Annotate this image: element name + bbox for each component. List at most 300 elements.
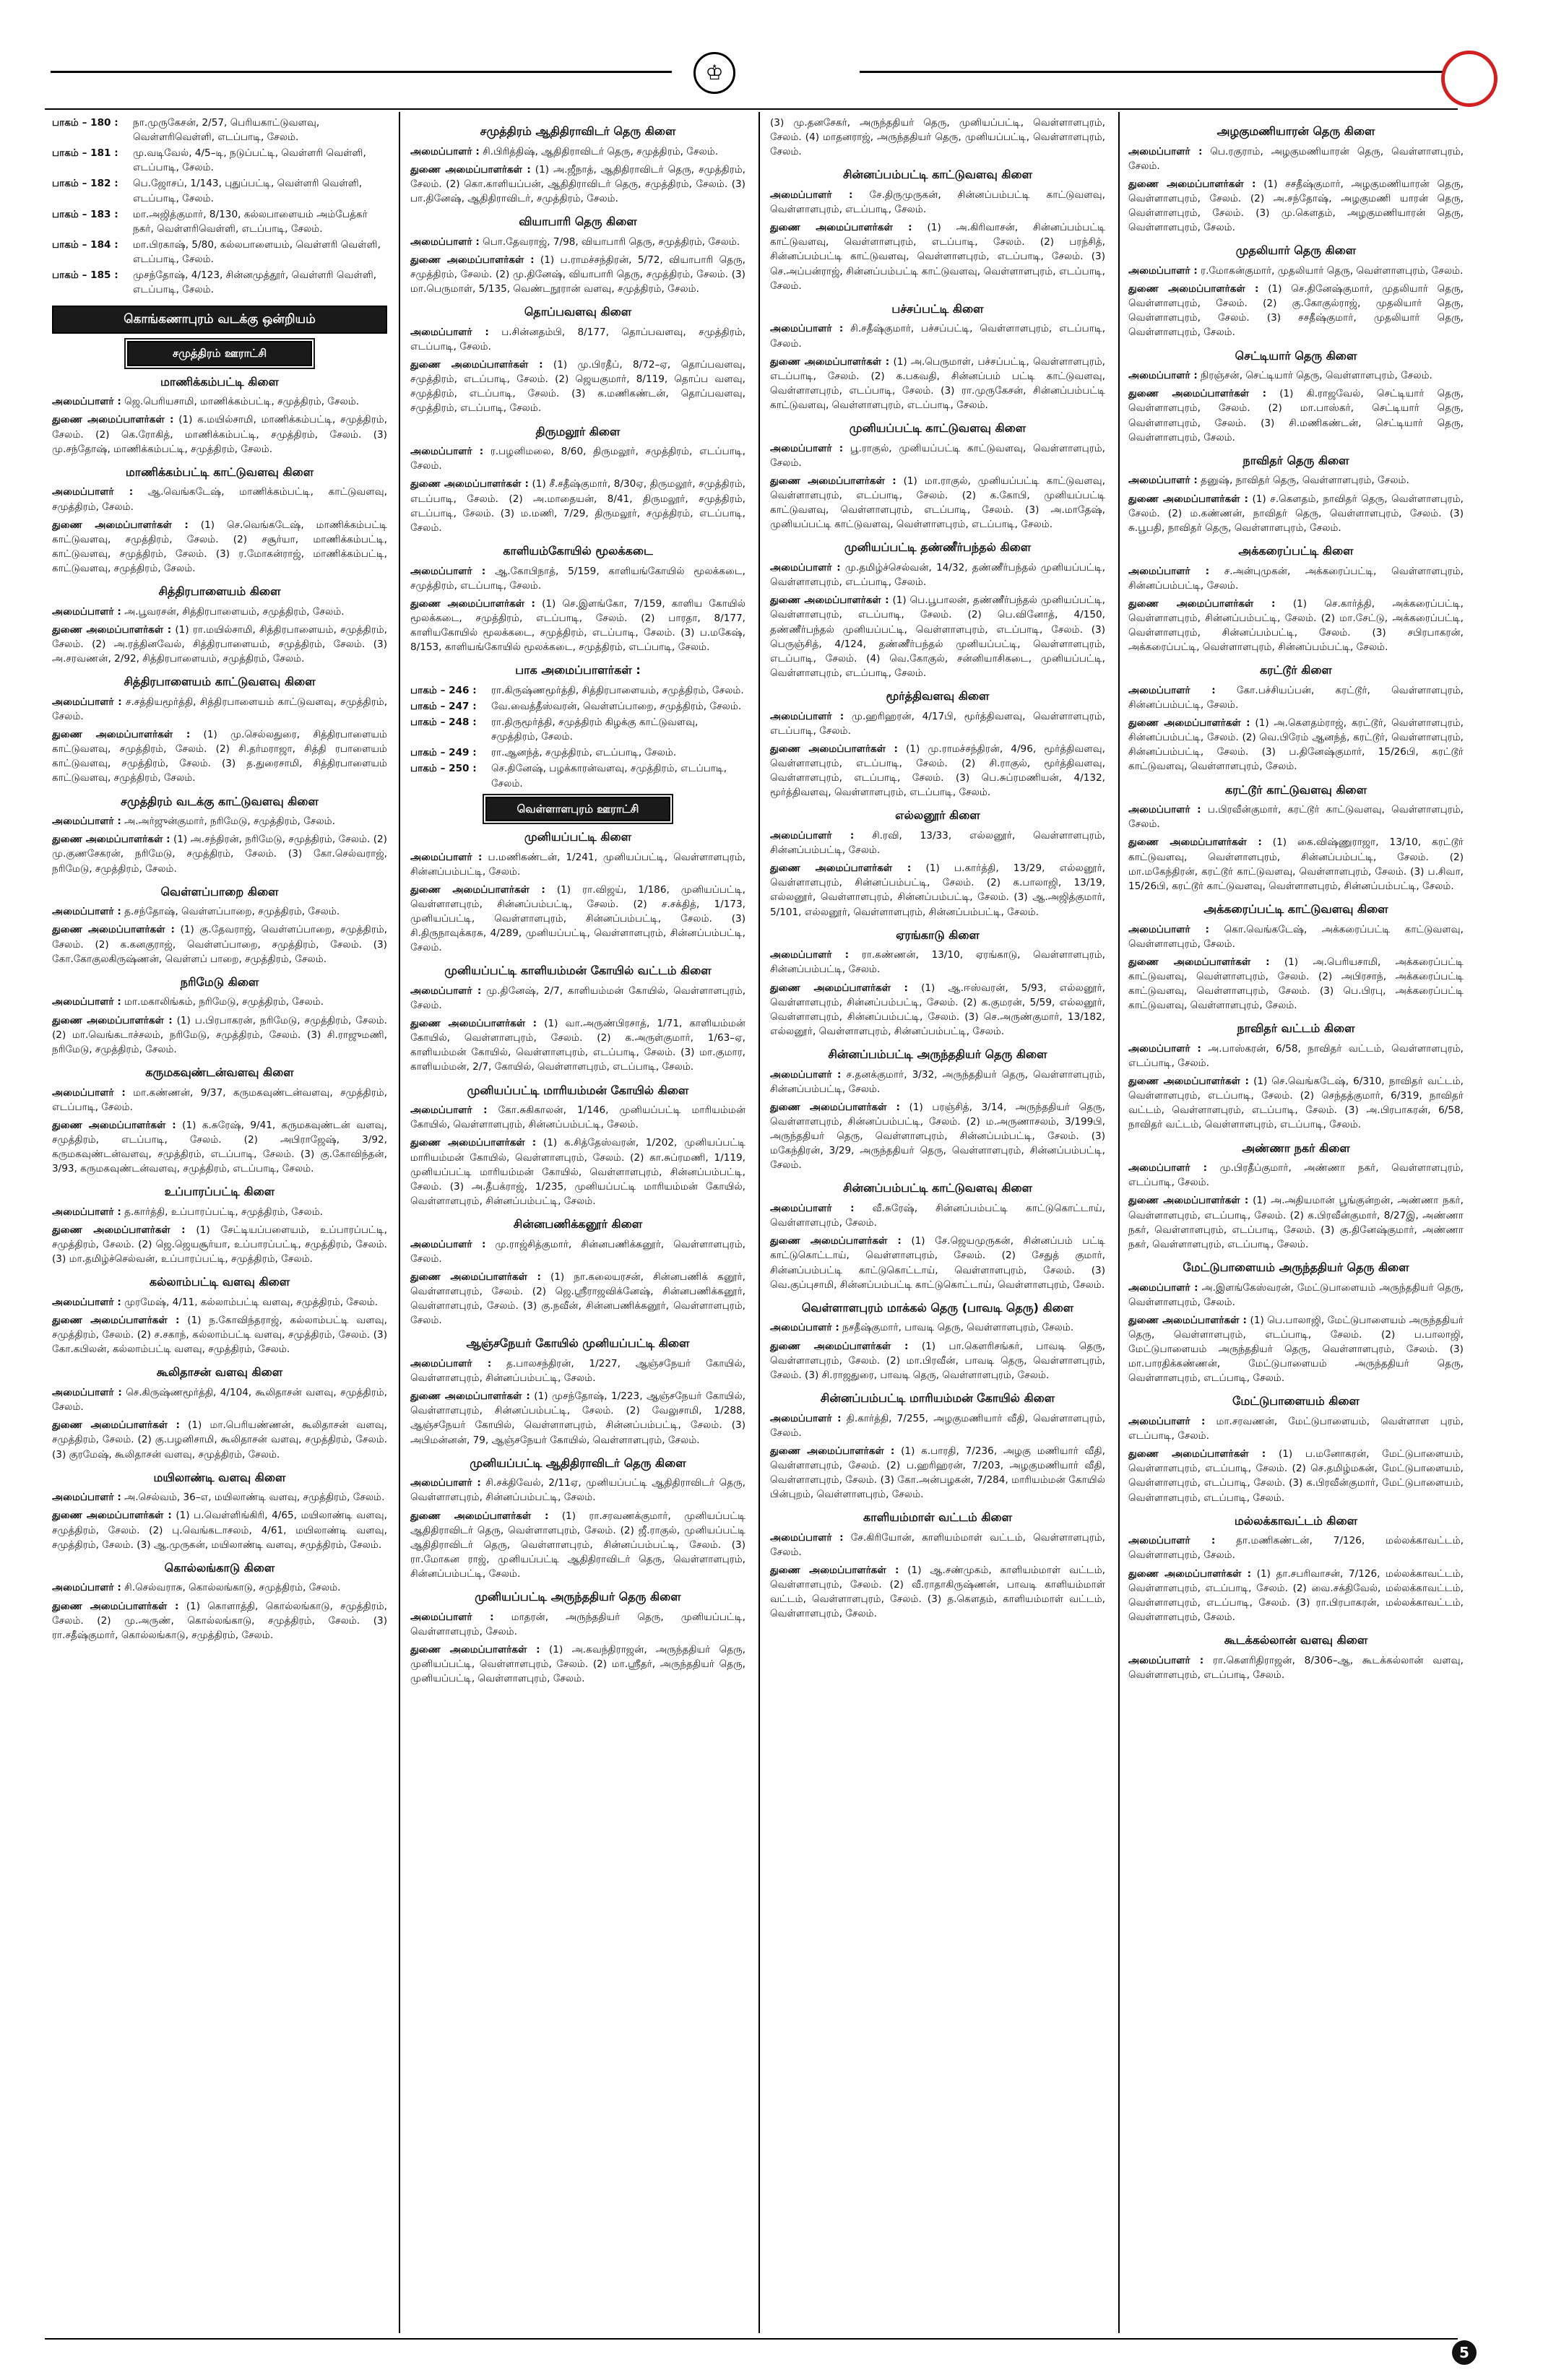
organizer-name: அ.பூவரசன், சித்திரபாளையம், சமுத்திரம், சேலம். <box>124 605 345 618</box>
deputy-names: (1) ப.வெள்ளிங்கிரி, 4/65, மயிலாண்டி வளவு, சமுத்திரம், சேலம். (2) பு.வெங்கடாசலம், 4/61, மயிலாண்டி வளவு, சமுத்திரம், சேலம். (3) ஆ.முருகன், மயிலாண்டி வளவு, சமுத்திரம், சேலம். <box>52 1510 387 1551</box>
organizer-name: தி.கார்த்தி, 7/255, அழகுமணியார் வீதி, வெள்ளாளபுரம், சேலம். <box>770 1412 1105 1439</box>
part-value: செ.தினேஷ், பழக்காரன்வளவு, சமுத்திரம், எடப்பாடி, சேலம். <box>491 763 727 789</box>
branch-title: முனியப்பட்டி கிளை <box>524 829 632 844</box>
deputy-names: (1) ந.கோவிந்தராஜ், கல்லாம்பட்டி வளவு, சமுத்திரம், சேலம். (2) ச.சகாந், கல்லாம்பட்டி வளவு, சமுத்திரம், சேலம். (3) கோ.கபிலன், கல்லாம்பட்டி வளவு, சமுத்திரம், சேலம். <box>52 1315 387 1356</box>
deputy-label: துணை அமைப்பாளர்கள் : <box>410 1137 537 1149</box>
page-number: 5 <box>1452 2340 1477 2365</box>
deputy-organizers-entry <box>770 1339 1105 1382</box>
branch-title: உப்பாரப்பட்டி கிளை <box>164 1185 275 1199</box>
deputy-label: துணை அமைப்பாளர்கள் : <box>770 594 889 607</box>
deputy-label: துணை அமைப்பாளர்கள் : <box>1128 178 1256 190</box>
deputy-names: (1) ஆ.ஈஸ்வரன், 5/93, எல்லனூர், வெள்ளாளபுரம், சின்னப்பம்பட்டி, சேலம். (2) க.குமரன், 5/59, எல்லனூர், வெள்ளாளபுரம், சின்னப்பம்பட்டி, சேலம். (3) செ.அருண்குமார், 13/182, எல்லனூர், வெள்ளாளபுரம், சின்னப்பம்பட்டி, சேலம். <box>770 982 1105 1037</box>
organizer-label: அமைப்பாளர் : <box>52 1206 121 1218</box>
deputy-organizers-entry <box>410 1509 745 1582</box>
deputy-label: துணை அமைப்பாளர்கள் : <box>410 597 535 610</box>
organizer-entry <box>770 948 1105 977</box>
deputy-names: (1) பெ.பூபாலன், தண்ணீர்பந்தல் முனியப்பட்டி, வெள்ளாளபுரம், எடப்பாடி, சேலம். (2) பெ.வினோத், 4/150, தண்ணீர்பந்தல் முனியப்பட்டி, வெள்ளாளபுரம், எடப்பாடி, சேலம். (3) பெருஞ்சித், 4/124, தண்ணீர்பந்தல் முனியப்பட்டி, வெள்ளாளபுரம், எடப்பாடி, சேலம். (4) வெ.கோகுல், சன்னியாசிகடை, முனியப்பட்டி, வெள்ளாளபுரம், எடப்பாடி, சேலம். <box>770 594 1105 679</box>
organizer-entry <box>52 904 387 919</box>
branch-title: ஆஞ்சநேயர் கோயில் முனியப்பட்டி கிளை <box>466 1336 690 1351</box>
organizer-name: மா.மகாலிங்கம், நரிமேடு, சமுத்திரம், சேலம். <box>124 996 324 1008</box>
organizer-label: அமைப்பாளர் : <box>1128 923 1209 935</box>
branch-title: நாவிதர் தெரு கிளை <box>1242 453 1349 467</box>
branch-title: சின்னப்பம்பட்டி காட்டுவளவு கிளை <box>842 1181 1033 1195</box>
deputy-organizers-entry <box>410 477 745 535</box>
deputy-organizers-entry <box>1128 1313 1464 1386</box>
branch-title: கூடக்கல்லான் வளவு கிளை <box>1224 1632 1368 1647</box>
part-label: பாகம் – 181 : <box>52 147 118 160</box>
part-label: பாகம் – 248 : <box>410 717 477 729</box>
organizer-entry <box>52 1385 387 1414</box>
organizer-name: நிரஞ்சன், செட்டியார் தெரு, வெள்ளாளபுரம், சேலம். <box>1201 370 1432 382</box>
part-row <box>410 683 745 698</box>
branch-title: அழகுமணியாரன் தெரு கிளை <box>1216 124 1375 138</box>
deputy-names: (1) அ.அதியமான் பூங்குன்றன், அண்ணா நகர், வெள்ளாளபுரம், எடப்பாடி, சேலம். (2) க.பிரவீன்குமார், 8/27இ, அண்ணா நகர், வெள்ளாளபுரம், எடப்பாடி, சேலம். (3) கு.தினேஷ்குமார், அண்ணா நகர், வெள்ளாளபுரம், எடப்பாடி, சேலம். <box>1128 1195 1464 1250</box>
branch-title: மல்லக்காவட்டம் கிளை <box>1234 1513 1358 1528</box>
organizer-label: அமைப்பாளர் : <box>770 1322 839 1334</box>
deputy-organizers-entry <box>410 1643 745 1686</box>
organizer-name: மா.சரவணன், மேட்டுபாளையம், வெள்ளாள புரம், எடப்பாடி, சேலம். <box>1128 1415 1464 1442</box>
deputy-label: துணை அமைப்பாளர்கள் : <box>770 355 890 368</box>
branch-title: பச்சப்பட்டி கிளை <box>891 301 984 316</box>
branch-title: கல்லாம்பட்டி வளவு கிளை <box>149 1275 290 1289</box>
organizer-name: கொ.வெங்கடேஷ், அக்கரைப்பட்டி காட்டுவளவு, வெள்ளாளபுரம், சேலம். <box>1128 923 1464 950</box>
organizer-entry <box>410 235 745 249</box>
organizer-entry <box>770 321 1105 350</box>
deputy-names: (1) வா.அருண்பிரசாத், 1/71, காளியம்மன் கோயில், வெள்ளாளபுரம், சேலம். (2) க.அருள்குமார், 1/63–ஏ, காளியம்மன் கோயில், வெள்ளாளபுரம், எடப்பாடி, சேலம். (3) மா.குமார, காளியம்மன், 2/7, கோயில், வெள்ளாளபுரம், எடப்பாடி, சேலம். <box>410 1018 745 1073</box>
deputy-label: துணை அமைப்பாளர்கள் : <box>52 729 191 741</box>
column-4 <box>1128 116 1464 2326</box>
organizer-label: அமைப்பாளர் : <box>770 710 844 722</box>
deputy-organizers-entry <box>1128 1447 1464 1505</box>
branch-title: சமுத்திரம் வடக்கு காட்டுவளவு கிளை <box>121 794 319 808</box>
organizer-entry <box>1128 802 1464 831</box>
deputy-label: துணை அமைப்பாளர்கள் : <box>1128 836 1262 849</box>
organizer-entry <box>410 325 745 354</box>
column-divider <box>1118 112 1120 2333</box>
deputy-label: துணை அமைப்பாளர்கள் : <box>52 1510 172 1522</box>
deputy-organizers-entry <box>770 981 1105 1039</box>
organizer-entry <box>52 605 387 619</box>
deputy-organizers-entry <box>770 1444 1105 1502</box>
deputy-label: துணை அமைப்பாளர்கள் : <box>770 1565 899 1577</box>
organizer-entry <box>1128 1161 1464 1190</box>
organizer-label: அமைப்பாளர் : <box>410 1611 494 1623</box>
header-rule-left <box>51 71 672 73</box>
organizer-label: அமைப்பாளர் : <box>410 446 484 458</box>
organizer-name: பூ.ராகுல், முனியப்பட்டி காட்டுவளவு, வெள்ளாளபுரம், சேலம். <box>770 442 1105 469</box>
organizer-name: பெ.ரகுராம், அழகுமணியாரன் தெரு, வெள்ளாளபுரம், சேலம். <box>1128 145 1464 172</box>
deputy-organizers-entry <box>52 832 387 875</box>
organizer-entry <box>1128 264 1464 278</box>
organizer-entry <box>410 144 745 159</box>
branch-title: முனியப்பட்டி அருந்ததியர் தெரு கிளை <box>475 1590 681 1604</box>
deputy-names: (1) சே.ஜெயமுருகன், சின்னப்பம் பட்டி காட்டுகொட்டாய், வெள்ளாளபுரம், சேலம். (2) சேதுத் குமார், சின்னப்பம்பட்டி காட்டுகொட்டாய், வெள்ளாளபுரம், சேலம். (3) வெ.குப்புசாமி, சின்னப்பம்பட்டி காட்டுகொட்டாய், வெள்ளாளபுரம், சேலம். <box>770 1235 1105 1291</box>
organizer-entry <box>770 1068 1105 1096</box>
deputy-names: (1) ரா.மயில்சாமி, சித்திரபாளையம், சமுத்திரம், சேலம். (2) அ.ரத்தினவேல், சித்திரபாளையம், சமுத்திரம், சேலம். (3) அ.சரவணன், 2/92, சித்திரபாளையம், சமுத்திரம், சேலம். <box>52 623 387 665</box>
branch-title: முனியப்பட்டி ஆதிதிராவிடர் தெரு கிளை <box>470 1455 686 1470</box>
deputy-label: துணை அமைப்பாளர்கள் : <box>52 519 189 531</box>
deputy-label: துணை அமைப்பாளர்கள் : <box>1128 388 1267 400</box>
organizer-entry <box>410 850 745 879</box>
paga-organizers-heading: பாக அமைப்பாளர்கள் : <box>515 663 641 678</box>
deputy-names: (1) செ.இளங்கோ, 7/159, காளிய கோயில் மூலக்கடை, சமுத்திரம், எடப்பாடி, சேலம். (2) பாரதா, 8/177, காளியகோயில் மூலக்கடை, சமுத்திரம், எடப்பாடி, சேலம். (3) ப.மகேஷ், 8/153, காளியங்கோயில் மூலக்கடை, சமுத்திரம், எடப்பாடி, சேலம். <box>410 597 745 654</box>
organizer-label: அமைப்பாளர் : <box>410 565 486 577</box>
deputy-names: (1) கு.தேவராஜ், வெள்ளப்பாறை, சமுத்திரம், சேலம். (2) க.கனகுராஜ், வெள்ளப்பாறை, சமுத்திரம், சேலம். (3) கோ.கோகுலகிருஷ்ணன், வெள்ளப் பாறை, சமுத்திரம், சேலம். <box>52 924 387 965</box>
deputy-names: (1) ரா.சரவணக்குமார், முனியப்பட்டி ஆதிதிராவிடர் தெரு, வெள்ளாளபுரம், சேலம். (2) ஜீ.ராகுல், முனியப்பட்டி ஆதிதிராவிடர் தெரு, வெள்ளாளபுரம், சின்னப்பம்பட்டி, சேலம். (3) ரா.மோகன ராஜ், முனியப்பட்டி ஆதிதிராவிடர் தெரு, வெள்ளாளபுரம், சின்னப்பம்பட்டி, சேலம். <box>410 1510 745 1580</box>
deputy-organizers-entry <box>410 358 745 415</box>
organizer-entry <box>410 1476 745 1505</box>
deputy-label: துணை அமைப்பாளர்கள் : <box>52 1315 180 1327</box>
deputy-organizers-entry <box>1128 955 1464 1013</box>
deputy-names: (1) சேட்டியப்பளையம், உப்பாரப்பட்டி, சமுத்திரம், சேலம். (2) ஜெ.ஜெயசூர்யா, உப்பாரப்பட்டி, சமுத்திரம், சேலம். (3) மா.தமிழ்ச்செல்வன், உப்பாரப்பட்டி, சமுத்திரம், சேலம். <box>52 1224 387 1265</box>
part-value: மா.பிரகாஷ், 5/80, கல்லபாளையம், வெள்ளரி வெள்ளி, எடப்பாடி, சேலம். <box>133 238 381 265</box>
part-row <box>52 116 387 144</box>
deputy-organizers-entry <box>52 1508 387 1552</box>
part-label: பாகம் – 250 : <box>410 763 477 775</box>
part-value: பெ.ஜோசப், 1/143, புதுப்பட்டி, வெள்ளரி வெள்ளி, எடப்பாடி, சேலம். <box>133 178 363 204</box>
deputy-label: துணை அமைப்பாளர்கள் : <box>1128 1076 1249 1088</box>
organizer-entry <box>770 1320 1105 1335</box>
union-section-heading: கொங்கணாபுரம் வடக்கு ஒன்றியம் <box>52 306 387 334</box>
branch-title: அண்ணா நகர் கிளை <box>1242 1141 1350 1155</box>
branch-title: கொல்லங்காடு கிளை <box>164 1560 275 1575</box>
organizer-entry <box>410 1356 745 1385</box>
organizer-name: அ.செல்வம், 36–எ, மயிலாண்டி வளவு, சமுத்திரம், சேலம். <box>124 1492 385 1504</box>
deputy-label: துணை அமைப்பாளர்கள் : <box>1128 1567 1252 1580</box>
branch-title: முனியப்பட்டி காட்டுவளவு கிளை <box>849 421 1026 436</box>
deputy-label: துணை அமைப்பாளர்கள் : <box>52 834 170 846</box>
organizer-name: மா.கண்ணன், 9/37, கருமகவுண்டன்வளவு, சமுத்திரம், எடப்பாடி, சேலம். <box>52 1086 387 1113</box>
organizer-entry <box>770 1531 1105 1559</box>
organizer-entry <box>410 984 745 1013</box>
branch-title: நரிமேடு கிளை <box>180 974 259 989</box>
organizer-name: ரா.கண்ணன், 13/10, ஏரங்காடு, வெள்ளாளபுரம், சின்னப்பம்பட்டி, சேலம். <box>770 949 1105 976</box>
deputy-organizers-entry <box>770 593 1105 680</box>
organizer-entry <box>770 441 1105 470</box>
deputy-organizers-entry <box>1128 1193 1464 1251</box>
organizer-label: அமைப்பாளர் : <box>52 1582 121 1594</box>
deputy-organizers-entry <box>770 355 1105 412</box>
deputy-organizers-entry <box>52 1418 387 1461</box>
organizer-name: மு.தமிழ்ச்செல்வன், 14/32, தண்ணீர்பந்தல் முனியப்பட்டி, வெள்ளாளபுரம், எடப்பாடி, சேலம். <box>770 562 1105 589</box>
deputy-names: (1) கொளாத்தி, கொல்லங்காடு, சமுத்திரம், சேலம். (2) மு.அருண், கொல்லங்காடு, சமுத்திரம், சேலம். (3) ரா.சதீஷ்குமார், கொல்லங்காடு, சமுத்திரம், சேலம். <box>52 1600 387 1641</box>
deputy-organizers-entry <box>770 474 1105 532</box>
deputy-organizers-entry <box>770 742 1105 800</box>
deputy-organizers-entry <box>410 163 745 206</box>
organizer-name: சி.ரவி, 13/33, எல்லனூர், வெள்ளாளபுரம், சின்னப்பம்பட்டி, சேலம். <box>770 829 1105 857</box>
continued-entry: (3) மு.தனசேகர், அருந்ததியர் தெரு, முனியப்பட்டி, வெள்ளாளபுரம், சேலம். (4) மாதனராஜ், அருந்ததியர் தெரு, முனியப்பட்டி, வெள்ளாளபுரம், சேலம். <box>770 117 1105 158</box>
branch-title: செட்டியார் தெரு கிளை <box>1235 348 1357 363</box>
deputy-organizers-entry <box>52 623 387 666</box>
organizer-name: த.கார்த்தி, உப்பாரப்பட்டி, சமுத்திரம், சேலம். <box>124 1206 323 1218</box>
organizer-entry <box>770 1411 1105 1440</box>
deputy-names: (1) செ.தினேஷ்குமார், முதலியார் தெரு, வெள்ளாளபுரம், சேலம். (2) கு.கோகுல்ராஜ், முதலியார் தெரு, வெள்ளாளபுரம், சேலம். (3) சசதீஷ்குமார், முதலியார் தெரு, வெள்ளாளபுரம், சேலம். <box>1128 283 1464 339</box>
column-divider <box>758 112 760 2333</box>
part-label: பாகம் – 247 : <box>410 700 477 712</box>
deputy-names: (1) செ.வெங்கடேஷ், மாணிக்கம்பட்டி காட்டுவளவு, சமுத்திரம், சேலம். (2) சசூர்யா, மாணிக்கம்பட்டி, காட்டுவளவு, சமுத்திரம், சேலம். (3) ர.மோகன்ராஜ், மாணிக்கம்பட்டி, காட்டுவளவு, சமுத்திரம், சேலம். <box>52 519 387 574</box>
branch-title: மாணிக்கம்பட்டி காட்டுவளவு கிளை <box>125 464 314 479</box>
deputy-names: (1) அ.பெரியசாமி, அக்கரைப்பட்டி காட்டுவளவு, வெள்ளாளபுரம், சேலம். (2) அபிரசாந், அக்கரைப்பட்டி காட்டுவளவு, வெள்ளாளபுரம், சேலம். (3) பெ.பிரபு, அக்கரைப்பட்டி காட்டுவளவு, வெள்ளாளபுரம், சேலம். <box>1128 956 1464 1012</box>
deputy-organizers-entry <box>52 1313 387 1356</box>
deputy-names: (1) அ.கௌதம்ராஜ், கரட்டூர், வெள்ளாளபுரம், சின்னப்பம்பட்டி, சேலம். (2) வெ.பிரேம் ஆனந்த், கரட்டூர், வெள்ளாளபுரம், சின்னப்பம்பட்டி, சேலம். (3) ப.தினேஷ்குமார், 15/26பி, கரட்டூர் காட்டுவளவு, வெள்ளாளபுரம், சேலம். <box>1128 717 1464 773</box>
organizer-label: அமைப்பாளர் : <box>1128 1415 1206 1427</box>
branch-title: கருமகவுண்டன்வளவு கிளை <box>145 1065 294 1079</box>
organizer-label: அமைப்பாளர் : <box>410 851 483 863</box>
deputy-names: (1) கை.விஷ்ணுராஜா, 13/10, கரட்டூர் காட்டுவளவு, வெள்ளாளபுரம், சின்னப்பம்பட்டி, சேலம். (2) மா.மகேந்திரன், கரட்டூர் காட்டுவளவு, வெள்ளாளபுரம், சேலம். (3) ப.சிவா, 15/26பி, கரட்டூர் காட்டுவளவு, வெள்ளாளபுரம், சின்னப்பம்பட்டி, சேலம். <box>1128 836 1464 892</box>
deputy-organizers-entry <box>52 727 387 785</box>
deputy-names: (1) பரஞ்சித், 3/14, அருந்ததியர் தெரு, வெள்ளாளபுரம், சின்னப்பம்பட்டி, சேலம். (2) ம.அருணாசலம், 3/199பி, அருந்ததியர் தெரு, வெள்ளாளபுரம், சின்னப்பம்பட்டி, சேலம். (3) மகேந்திரன், 3/29, அருந்ததியர் தெரு, வெள்ளாளபுரம், சின்னப்பம்பட்டி, சேலம். <box>770 1101 1105 1172</box>
deputy-names: (1) மு.ராமச்சந்திரன், 4/96, மூர்த்திவளவு, வெள்ளாளபுரம், எடப்பாடி, சேலம். (2) சி.ராகுல், மூர்த்திவளவு, வெள்ளாளபுரம், எடப்பாடி, சேலம். (3) பெ.சுப்ரமணியன், 4/132, மூர்த்திவளவு, வெள்ளாளபுரம், எடப்பாடி, சேலம். <box>770 743 1105 799</box>
organizer-name: த.சந்தோஷ், வெள்ளப்பாறை, சமுத்திரம், சேலம். <box>124 906 340 918</box>
organizer-name: மாதரன், அருந்ததியர் தெரு, முனியப்பட்டி, வெள்ளாளபுரம், சேலம். <box>410 1611 745 1637</box>
organizer-entry <box>1128 564 1464 593</box>
organizer-label: அமைப்பாளர் : <box>1128 804 1201 816</box>
organizer-name: சே.திருமுருகன், சின்னப்பம்பட்டி காட்டுவளவு, வெள்ளாளபுரம், எடப்பாடி, சேலம். <box>770 189 1105 216</box>
organizer-label: அமைப்பாளர் : <box>1128 1042 1201 1055</box>
organizer-name: சி.சக்திவேல், 2/11ஏ, முனியப்பட்டி ஆதிதிராவிடர் தெரு, வெள்ளாளபுரம், சின்னப்பம்பட்டி, சேலம். <box>410 1477 745 1504</box>
organizer-name: ச.அன்புமுகன், அக்கரைப்பட்டி, வெள்ளாளபுரம், சின்னப்பம்பட்டி, சேலம். <box>1128 565 1464 592</box>
deputy-names: (1) மு.பிரதீப், 8/72–ஏ, தொப்பவளவு, சமுத்திரம், எடப்பாடி, சேலம். (2) ஜெயகுமார், 8/119, தொப்ப வளவு, சமுத்திரம், எடப்பாடி, சேலம். (3) க.மணிகண்டன், தொப்பவளவு, சமுத்திரம், எடப்பாடி, சேலம். <box>410 359 745 415</box>
branch-title: தொப்பவளவு கிளை <box>524 305 632 319</box>
organizer-entry <box>52 695 387 724</box>
deputy-organizers-entry <box>770 220 1105 293</box>
branch-title: காளியம்கோயில் மூலக்கடை <box>503 543 653 558</box>
deputy-organizers-entry <box>52 922 387 966</box>
branch-title: முனியப்பட்டி தண்ணீர்பந்தல் கிளை <box>844 540 1032 555</box>
deputy-label: துணை அமைப்பாளர்கள் : <box>770 1445 895 1457</box>
organizer-label: அமைப்பாளர் : <box>1128 1535 1216 1547</box>
organizer-entry <box>52 485 387 514</box>
deputy-label: துணை அமைப்பாளர்கள் : <box>52 1119 176 1131</box>
deputy-names: (1) நா.கலையரசன், சின்னபணிக் கனூர், வெள்ளாளபுரம், சேலம். (2) ஜெ.ஸ்ரீராஜவிக்னேஷ், சின்னபணிக்கனூர், வெள்ளாளபுரம், சேலம். (3) கு.நவீன், சின்னபணிக்கனூர், வெள்ளாளபுரம், சேலம். <box>410 1271 745 1327</box>
deputy-label: துணை அமைப்பாளர்கள் : <box>52 623 172 636</box>
organizer-name: ச.தனக்குமார், 3/32, அருந்ததியர் தெரு, வெள்ளாளபுரம், சின்னப்பம்பட்டி, சேலம். <box>770 1068 1105 1095</box>
deputy-label: துணை அமைப்பாளர்கள் : <box>770 475 896 487</box>
deputy-names: (1) க.சுரேஷ், 9/41, கருமகவுண்டன் வளவு, சமுத்திரம், எடப்பாடி, சேலம். (2) அபிராஜேஷ், 3/92, கருமகவுண்டன்வளவு, சமுத்திரம், எடப்பாடி, சேலம். (3) கு.கோவிந்தன், 3/93, கருமகவுண்டன்வளவு, சமுத்திரம், எடப்பாடி, சேலம். <box>52 1119 387 1175</box>
organizer-entry <box>770 561 1105 589</box>
organizer-entry <box>770 709 1105 738</box>
organizer-name: ஜெ.பெரியசாமி, மாணிக்கம்பட்டி, சமுத்திரம், சேலம். <box>124 396 360 408</box>
part-value: ரா.ஆனந்த், சமுத்திரம், எடப்பாடி, சேலம். <box>491 747 677 759</box>
organizer-label: அமைப்பாளர் : <box>52 396 121 408</box>
deputy-organizers-entry <box>52 1599 387 1643</box>
part-value: முசந்தோஷ், 4/123, சின்னமுத்தூர், வெள்ளரி வெள்ளி, எடப்பாடி, சேலம். <box>133 269 377 296</box>
deputy-label: துணை அமைப்பாளர்கள் : <box>1128 1448 1266 1461</box>
deputy-organizers-entry <box>410 883 745 956</box>
branch-title: எல்லனூர் கிளை <box>895 808 980 823</box>
branch-title: மேட்டுபாளையம் அருந்ததியர் தெரு கிளை <box>1183 1260 1409 1274</box>
red-ring-decoration <box>1441 51 1497 107</box>
organizer-name: தனுஷ், நாவிதர் தெரு, வெள்ளாளபுரம், சேலம். <box>1201 475 1409 487</box>
organizer-label: அமைப்பாளர் : <box>410 1104 488 1117</box>
organizer-label: அமைப்பாளர் : <box>52 815 121 828</box>
deputy-organizers-entry <box>1128 282 1464 339</box>
deputy-label: துணை அமைப்பாளர்கள் : <box>410 1390 530 1403</box>
deputy-organizers-entry <box>52 412 387 456</box>
organizer-entry <box>1128 1653 1464 1682</box>
branch-title: சித்திரபாளையம் கிளை <box>158 584 281 599</box>
branch-title: சித்திரபாளையம் காட்டுவளவு கிளை <box>124 675 316 689</box>
part-label: பாகம் – 246 : <box>410 684 477 696</box>
deputy-names: (1) ப.மனோகரன், மேட்டுபாளையம், வெள்ளாளபுரம், எடப்பாடி, சேலம். (2) செ.தமிழ்மகன், மேட்டுபாளையம், வெள்ளாளபுரம், எடப்பாடி, சேலம். (3) க.பிரவீன்குமார், மேட்டுபாளையம், வெள்ளாளபுரம், எடப்பாடி, சேலம். <box>1128 1448 1464 1504</box>
organizer-label: அமைப்பாளர் : <box>410 1238 486 1250</box>
deputy-label: துணை அமைப்பாளர்கள் : <box>410 254 535 266</box>
organizer-name: ரா.கௌரிதிராஜன், 8/306–ஆ, கூடக்கல்லான் வளவு, வெள்ளாளபுரம், எடப்பாடி, சேலம். <box>1128 1654 1464 1681</box>
branch-title: வெள்ளாளபுரம் மாக்கல் தெரு (பாவடி தெரு) கிளை <box>801 1300 1074 1315</box>
branch-title: கரட்டூர் கிளை <box>1259 663 1332 678</box>
organizer-label: அமைப்பாளர் : <box>770 442 844 454</box>
organizer-entry <box>410 1103 745 1132</box>
organizer-label: அமைப்பாளர் : <box>1128 145 1203 157</box>
column-1 <box>52 116 387 2326</box>
deputy-names: (1) ச.கௌதம், நாவிதர் தெரு, வெள்ளாளபுரம், சேலம். (2) ம.கண்ணன், நாவிதர் தெரு, வெள்ளாளபுரம், சேலம். (3) சு.பூபதி, நாவிதர் தெரு, வெள்ளாளபுரம், சேலம். <box>1128 493 1464 534</box>
organizer-label: அமைப்பாளர் : <box>770 323 844 335</box>
deputy-label: துணை அமைப்பாளர்கள் : <box>1128 956 1270 968</box>
deputy-names: (1) பா.கௌரிசங்கர், பாவடி தெரு, வெள்ளாளபுரம், சேலம். (2) மா.பிரவீன், பாவடி தெரு, வெள்ளாளபுரம், சேலம். (3) சி.ராஜதுரை, பாவடி தெரு, வெள்ளாளபுரம், சேலம். <box>770 1340 1105 1381</box>
deputy-organizers-entry <box>770 1563 1105 1621</box>
deputy-organizers-entry <box>1128 716 1464 774</box>
deputy-organizers-entry <box>52 1223 387 1266</box>
organizer-name: நசதீஷ்குமார், பாவடி தெரு, வெள்ளாளபுரம், சேலம். <box>842 1322 1074 1334</box>
deputy-organizers-entry <box>1128 835 1464 893</box>
organizer-entry <box>770 188 1105 217</box>
deputy-organizers-entry <box>770 1100 1105 1173</box>
organizer-name: ச.சத்தியமூர்த்தி, சித்திரபாளையம் காட்டுவளவு, சமுத்திரம், சேலம். <box>52 696 387 722</box>
deputy-organizers-entry <box>410 1270 745 1328</box>
branch-title: காளியம்மாள் வட்டம் கிளை <box>863 1510 1013 1525</box>
organizer-entry <box>770 828 1105 857</box>
deputy-label: துணை அமைப்பாளர்கள் : <box>52 414 174 426</box>
deputy-organizers-entry <box>1128 386 1464 444</box>
organizer-entry <box>410 564 745 593</box>
branch-title: சின்னப்பம்பட்டி அருந்ததியர் தெரு கிளை <box>828 1047 1047 1061</box>
organizer-entry <box>1128 368 1464 383</box>
organizer-name: சி.செல்வராசு, கொல்லங்காடு, சமுத்திரம், சேலம். <box>124 1582 341 1594</box>
organizer-name: மு.தினேஷ், 2/7, காளியம்மன் கோயில், வெள்ளாளபுரம், சேலம். <box>410 985 745 1012</box>
part-label: பாகம் – 182 : <box>52 178 118 190</box>
organizer-label: அமைப்பாளர் : <box>770 1068 842 1081</box>
deputy-organizers-entry <box>52 518 387 576</box>
part-value: மு.வடிவேல், 4/5–டி, நடுப்பட்டி, வெள்ளரி வெள்ளி, எடப்பாடி, சேலம். <box>133 147 366 174</box>
deputy-organizers-entry <box>52 1118 387 1176</box>
branch-title: வெள்ளப்பாறை கிளை <box>160 884 279 899</box>
lion-emblem-icon: ♔ <box>693 52 735 94</box>
deputy-label: துணை அமைப்பாளர்கள் : <box>770 1340 909 1352</box>
deputy-names: (1) மா.பெரியண்ணன், கூலிதாசன் வளவு, சமுத்திரம், சேலம். (2) கு.பழனிசாமி, கூலிதாசன் வளவு, சமுத்திரம், சேலம். (3) குரமேஷ், கூலிதாசன் வளவு, சமுத்திரம், சேலம். <box>52 1419 387 1461</box>
organizer-label: அமைப்பாளர் : <box>770 1412 842 1424</box>
deputy-names: (1) க.சித்தேஸ்வரன், 1/202, முனியப்பட்டி மாரியம்மன் கோயில், வெள்ளாளபுரம், சேலம். (2) கா.சுப்ரமணி, 1/119, முனியப்பட்டி மாரியம்மன் கோயில், வெள்ளாளபுரம், சின்னப்பம்பட்டி, சேலம். (3) அ.தீபக்ராஜ், 1/235, முனியப்பட்டி மாரியம்மன் கோயில், வெள்ளாளபுரம், சின்னப்பம்பட்டி, சேலம். <box>410 1137 745 1207</box>
organizer-entry <box>52 995 387 1009</box>
organizer-label: அமைப்பாளர் : <box>52 1086 126 1099</box>
organizer-entry <box>410 1610 745 1639</box>
deputy-names: (1) ஆ.சண்முகம், காளியம்மாள் வட்டம், வெள்ளாளபுரம், சேலம். (2) வீ.ராதாகிருஷ்ணன், பாவடி காளியம்மாள் வட்டம், வெள்ளாளபுரம், சேலம். (3) த.கௌதம், காளியம்மாள் வட்டம், வெள்ளாளபுரம், சேலம். <box>770 1565 1105 1620</box>
deputy-names: (1) ரா.விஜய், 1/186, முனியப்பட்டி, வெள்ளாளபுரம், சின்னப்பம்பட்டி, சேலம். (2) ச.சக்தித், 1/173, முனியப்பட்டி, வெள்ளாளபுரம், சின்னப்பம்பட்டி, சேலம். (3) சி.திருநாவுக்கரசு, 4/289, முனியப்பட்டி, வெள்ளாளபுரம், சின்னப்பம்பட்டி, சேலம். <box>410 883 745 954</box>
branch-title: சமுத்திரம் ஆதிதிராவிடர் தெரு கிளை <box>480 124 676 138</box>
organizer-name: அ.பாஸ்கரன், 6/58, நாவிதர் வட்டம், வெள்ளாளபுரம், எடப்பாடி, சேலம். <box>1128 1042 1464 1069</box>
deputy-label: துணை அமைப்பாளர்கள் : <box>52 924 175 936</box>
organizer-entry <box>1128 922 1464 951</box>
organizer-label: அமைப்பாளர் : <box>52 605 121 618</box>
branch-title: கரட்டூர் காட்டுவளவு கிளை <box>1224 782 1367 797</box>
deputy-organizers-entry <box>1128 492 1464 535</box>
deputy-label: துணை அமைப்பாளர்கள் : <box>1128 493 1248 505</box>
deputy-label: துணை அமைப்பாளர்கள் : <box>410 478 529 490</box>
deputy-organizers-entry <box>1128 597 1464 654</box>
organizer-name: மு.ஹரிஹரன், 4/17பி, மூர்த்திவளவு, வெள்ளாளபுரம், எடப்பாடி, சேலம். <box>770 710 1105 737</box>
part-label: பாகம் – 185 : <box>52 269 118 282</box>
part-row <box>52 238 387 267</box>
branch-title: ஏரங்காடு கிளை <box>896 927 980 942</box>
deputy-organizers-entry <box>1128 177 1464 235</box>
part-label: பாகம் – 184 : <box>52 238 118 251</box>
organizer-label: அமைப்பாளர் : <box>52 486 134 498</box>
part-label: பாகம் – 183 : <box>52 208 118 220</box>
organizer-name: தா.மணிகண்டன், 7/126, மல்லக்காவட்டம், வெள்ளாளபுரம், சேலம். <box>1128 1535 1464 1562</box>
deputy-organizers-entry <box>52 1013 387 1057</box>
deputy-label: துணை அமைப்பாளர்கள் : <box>410 163 531 176</box>
organizer-name: முரமேஷ், 4/11, கல்லாம்பட்டி வளவு, சமுத்திரம், சேலம். <box>124 1296 379 1308</box>
organizer-label: அமைப்பாளர் : <box>770 1203 855 1215</box>
deputy-label: துணை அமைப்பாளர்கள் : <box>410 1644 540 1656</box>
organizer-label: அமைப்பாளர் : <box>1128 475 1198 487</box>
deputy-names: (1) செ.வெங்கடேஷ், 6/310, நாவிதர் வட்டம், வெள்ளாளபுரம், எடப்பாடி, சேலம். (2) செந்தத்குமார், 6/319, நாவிதர் வட்டம், வெள்ளாளபுரம், எடப்பாடி, சேலம். (3) அ.பிரபாகரன், 6/58, நாவிதர் வட்டம், வெள்ளாளபுரம், எடப்பாடி, சேலம். <box>1128 1076 1464 1131</box>
deputy-label: துணை அமைப்பாளர்கள் : <box>52 1600 179 1612</box>
part-value: ரா.கிருஷ்ணமூர்த்தி, சித்திரபாளையம், சமுத்திரம், சேலம். <box>491 684 744 696</box>
deputy-label: துணை அமைப்பாளர்கள் : <box>1128 717 1250 730</box>
organizer-label: அமைப்பாளர் : <box>410 985 482 997</box>
organizer-entry <box>1128 144 1464 173</box>
organizer-label: அமைப்பாளர் : <box>1128 1281 1198 1294</box>
deputy-names: (1) கி.ராஜவேல், செட்டியார் தெரு, வெள்ளாளபுரம், சேலம். (2) மா.பாஸ்கர், செட்டியார் தெரு, வெள்ளாளபுரம், சேலம். (3) சி.மணிகண்டன், செட்டியார் தெரு, வெள்ளாளபுரம், சேலம். <box>1128 388 1464 443</box>
deputy-names: (1) மு.செல்லதுரை, சித்திரபாளையம் காட்டுவளவு, சமுத்திரம், சேலம். (2) சி.தர்மராஜா, சித்தி ரபாளையம் காட்டுவளவு, சமுத்திரம், சேலம். (3) த.துரைசாமி, சித்திரபாளையம் காட்டுவளவு, சமுத்திரம், சேலம். <box>52 729 387 784</box>
organizer-entry <box>52 1580 387 1595</box>
part-value: நா.முருகேசன், 2/57, பெரியகாட்டுவளவு, வெள்ளரிவெள்ளி, எடப்பாடி, சேலம். <box>133 117 320 144</box>
header-rule-right <box>860 71 1452 73</box>
deputy-names: (1) அ.ஜீநாத், ஆதிதிராவிடர் தெரு, சமுத்திரம், சேலம். (2) கொ.காளியப்பன், ஆதிதிராவிடர் தெரு, சமுத்திரம், சேலம். (3) பா.தினேஷ், ஆதிதிராவிடர், சமுத்திரம், சேலம். <box>410 163 745 204</box>
organizer-label: அமைப்பாளர் : <box>410 235 480 248</box>
deputy-organizers-entry <box>1128 1567 1464 1624</box>
organizer-name: அ.அர்ஜுன்குமார், நரிமேடு, சமுத்திரம், சேலம். <box>124 815 335 828</box>
organizer-label: அமைப்பாளர் : <box>770 829 855 841</box>
deputy-label: துணை அமைப்பாளர்கள் : <box>770 862 912 875</box>
deputy-names: (1) அ.கிரிவாசன், சின்னப்பம்பட்டி காட்டுவளவு, வெள்ளாளபுரம், எடப்பாடி, சேலம். (2) பரந்சித், சின்னப்பம்பட்டி காட்டுவளவு, வெள்ளாளபுரம், எடப்பாடி, சேலம். (3) செ.அப்பன்ராஜ், சின்னப்பம்பட்டி காட்டுவளவு, வெள்ளாளபுரம், எடப்பாடி, சேலம். <box>770 222 1105 292</box>
organizer-entry <box>770 1201 1105 1230</box>
organizer-label: அமைப்பாளர் : <box>770 949 850 961</box>
deputy-organizers-entry <box>410 1135 745 1208</box>
organizer-name: பொ.தேவராஜ், 7/98, வியாபாரி தெரு, சமுத்திரம், சேலம். <box>483 235 740 248</box>
part-value: வே.வைத்தீஸ்வரன், வெள்ளப்பாறை, சமுத்திரம், சேலம். <box>491 700 742 712</box>
organizer-entry <box>410 1237 745 1266</box>
organizer-entry <box>1128 1042 1464 1070</box>
organizer-name: ஆ.கோபிநாத், 5/159, காளியங்கோயில் மூலக்கடை, சமுத்திரம், எடப்பாடி, சேலம். <box>410 565 745 592</box>
organizer-label: அமைப்பாளர் : <box>1128 1162 1208 1174</box>
organizer-label: அமைப்பாளர் : <box>1128 565 1210 577</box>
deputy-label: துணை அமைப்பாளர்கள் : <box>1128 1314 1247 1326</box>
organizer-label: அமைப்பாளர் : <box>410 145 480 157</box>
deputy-names: (1) ப.ராமச்சந்திரன், 5/72, வியாபாரி தெரு, சமுத்திரம், சேலம். (2) மு.தினேஷ், வியாபாரி தெரு, சமுத்திரம், சேலம். (3) மா.பெருமாள், 5/135, வெண்டநூரான் வளவு, சமுத்திரம், சேலம். <box>410 254 745 295</box>
deputy-label: துணை அமைப்பாளர்கள் : <box>410 1271 541 1283</box>
deputy-label: துணை அமைப்பாளர்கள் : <box>410 1510 549 1522</box>
deputy-names: (1) அ.சந்திரன், நரிமேடு, சமுத்திரம், சேலம். (2) மு.குணசேகரன், நரிமேடு, சமுத்திரம், சேலம். (3) கோ.செல்வராஜ், நரிமேடு, சமுத்திரம், சேலம். <box>52 834 387 875</box>
organizer-name: செ.கிருஷ்ணமூர்த்தி, 4/104, கூலிதாசன் வளவு, சமுத்திரம், சேலம். <box>52 1387 387 1414</box>
deputy-label: துணை அமைப்பாளர்கள் : <box>52 1014 173 1026</box>
deputy-label: துணை அமைப்பாளர்கள் : <box>770 982 908 994</box>
deputy-label: துணை அமைப்பாளர்கள் : <box>1128 1195 1249 1207</box>
branch-title: வியாபாரி தெரு கிளை <box>519 215 637 229</box>
organizer-entry <box>52 1295 387 1310</box>
part-row <box>410 699 745 714</box>
organizer-label: அமைப்பாளர் : <box>52 996 121 1008</box>
